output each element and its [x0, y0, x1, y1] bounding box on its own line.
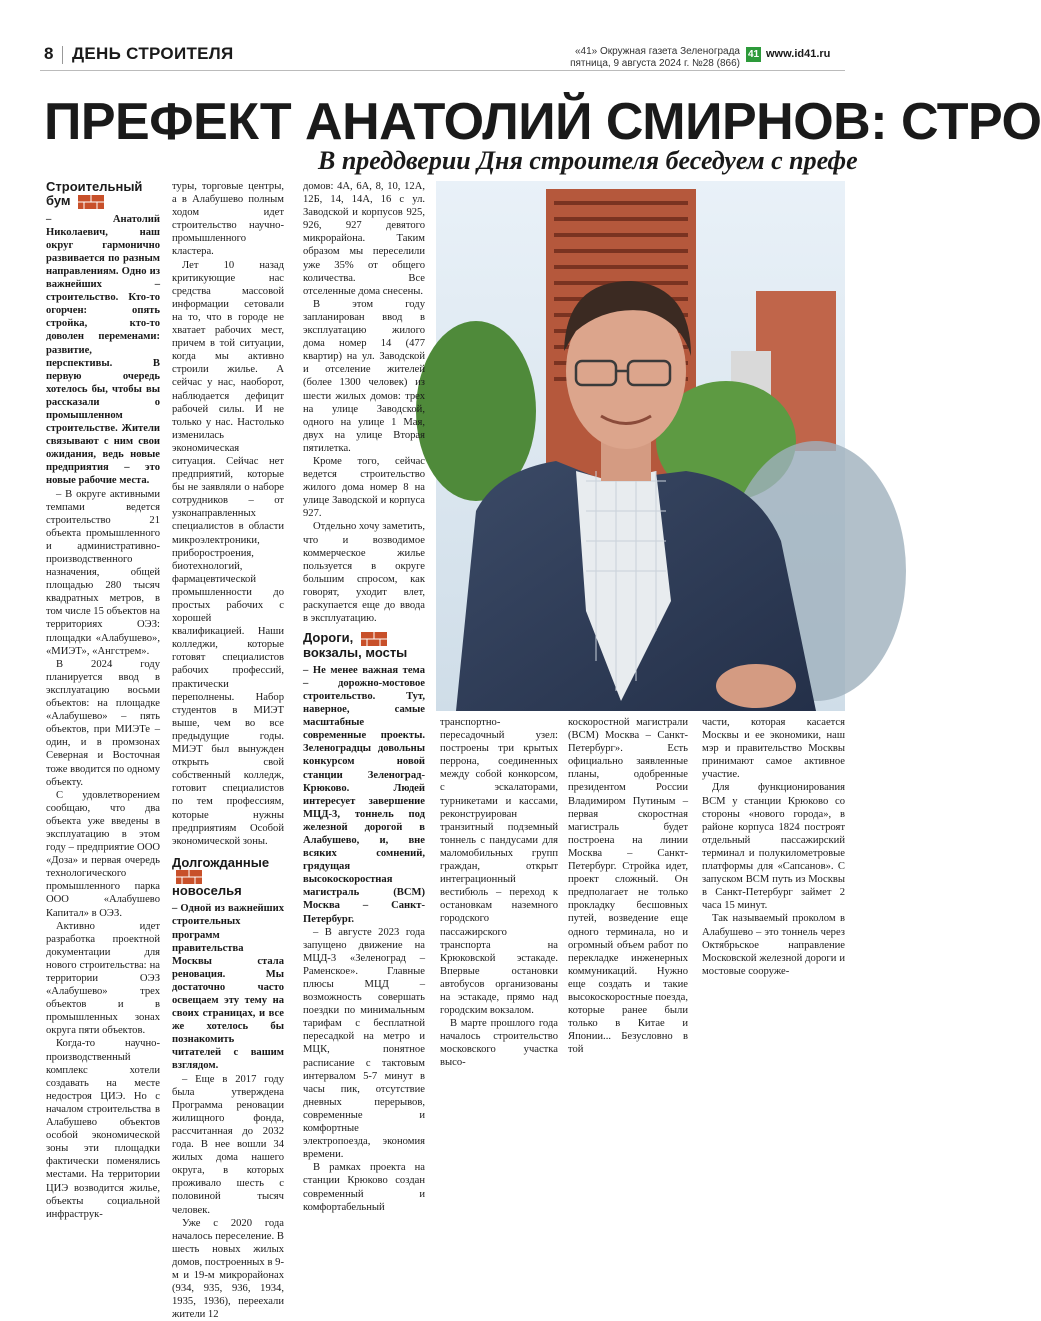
- paragraph: С удовлетворением сообщаю, что два объекта уже введены в эксплуатацию в этом году – предприятие ООО «Доза» и первая очередь технологического промышленного парка ООО «Алабушево Капитал» в ОЭЗ.: [46, 789, 160, 919]
- prefect-photo: [436, 181, 845, 711]
- paragraph: – Еще в 2017 году была утверждена Программа реновации жилищного фонда, рассчитанная до 2032 года. В нее вошли 34 жилых дома нашего округа, в которых проживало шесть с половиной тысяч человек.: [172, 1073, 284, 1216]
- publication-name: «41» Окружная газета Зеленограда: [574, 46, 740, 57]
- paragraph: Отдельно хочу заметить, что и возводимое коммерческое жилье пользуется в округе большим спросом, как говорят, уходит влет, раскупается еще до ввода в эксплуатацию.: [303, 521, 425, 625]
- paragraph: В марте прошлого года началось строительство московского участка высо-: [440, 1018, 558, 1069]
- header-rule: [40, 70, 845, 71]
- headline: ПРЕФЕКТ АНАТОЛИЙ СМИРНОВ: СТРО: [44, 93, 1041, 151]
- paragraph: домов: 4А, 6А, 8, 10, 12А, 12Б, 14, 14А, 16 с ул. Заводской и корпусов 925, 926, 927 девятого микрорайона. Таким образом мы переселили уже 35% от общего количества. Все отселенные дома снесены.: [303, 181, 425, 297]
- rubric-roads-stations-bridges: Дороги, вокзалы, мосты: [303, 630, 408, 660]
- newspaper-logo: 41: [747, 49, 760, 60]
- brick-icon: [78, 195, 104, 209]
- paragraph: транспортно-пересадочный узел: построены три крытых перрона, соединенных между собой конкорсом, с эскалаторами, турникетами и кассами, реконструирован транзитный подземный тоннель с пандусами для маломобильных групп граждан, открыт интеграционный вестибюль – переход к остановкам наземного городского пассажирского транспорта на Крюковской эстакаде. Впервые остановки автобусов организованы на эстакаде, прямо над городским вокзалом.: [440, 717, 558, 1017]
- brick-icon: [361, 632, 387, 646]
- paragraph: Кроме того, сейчас ведется строительство жилого дома номер 8 на улице Заводской и корпуса 927.: [303, 455, 425, 520]
- interview-question: – Не менее важная тема – дорожно-мостовое строительство. Тут, наверное, самые масштабные современные проекты. Зеленоградцы довольны конкурсом новой станции Зеленоград-Крюково. Людей интересует завершение МЦД-3, тоннель под железной дорогой в Алабушево, и, вне всяких сомнений, грядущая высокоскоростная магистраль (ВСМ) Москва – Санкт-Петербург.: [303, 664, 425, 925]
- paragraph: коскоростной магистрали (ВСМ) Москва – Санкт-Петербург». Есть официально заявленные планы, одобренные президентом России Владимиром Путиным – первая скоростная магистраль будет построена на линии Москва – Санкт-Петербург. Стройка идет, проект сложный. Он предполагает не только прокладку бесшовных путей, возведение еще одного терминала, но и огромный объем работ по перекладке инженерных коммуникаций. Нужно еще создать и такие высокоскоростные поезда, которые ранее были только в Китае и Японии... Безусловно в той: [568, 717, 688, 1056]
- brick-icon: [176, 870, 202, 884]
- paragraph: Уже с 2020 года началось переселение. В шесть новых жилых домов, построенных в 9-м и 19-м микрорайонах (934, 935, 936, 1934, 1935, 1936), переехали жители 12: [172, 1217, 284, 1321]
- rubric-construction-boom: Строительный бум: [46, 179, 143, 208]
- paragraph: Для функционирования ВСМ у станции Крюково со стороны «нового города», в районе корпуса 1824 построят отдельный пассажирский терминал и полукилометровые платформы для «Сапсанов». С запуском ВСМ путь из Москвы в Санкт-Петербург займет 2 часа 15 минут.: [702, 782, 845, 912]
- text-column-5: [568, 716, 688, 1056]
- subheadline: В преддверии Дня строителя беседуем с префе: [318, 146, 858, 175]
- paragraph: – В округе активными темпами ведется строительство 21 объекта промышленного и административно-производственного назначения, общей площадью 280 тысяч квадратных метров, в том числе 15 объектов на территориях ОЭЗ: площадки «Алабушево», «МИЭТ», «Ангстрем».: [46, 488, 160, 657]
- paragraph: части, которая касается Москвы и ее экономики, наш мэр и правительство Москвы принимают самое активное участие.: [702, 717, 845, 781]
- interview-question: – Анатолий Николаевич, наш округ гармонично развивается по разным направлениям. Одно из важнейших – строительство. Кто-то огорчен: опять стройка, кто-то доволен переменами: развитие, перспективы. В первую очередь хотелось бы, чтобы вы рассказали о промышленном строительстве. Жители связывают с ним свои ожидания, ведь новые предприятия – это новые рабочие места.: [46, 213, 160, 487]
- interview-question: – Одной из важнейших строительных программ правительства Москвы стала реновация. Мы достаточно часто освещаем эту тему на своих страницах, и все же хотелось бы познакомить читателей с вашим взглядом.: [172, 903, 284, 1072]
- paragraph: Лет 10 назад критикующие нас средства массовой информации сетовали на то, что в городе не хватает рабочих мест, причем в той ситуации, когда мы активно строили жилье. А сейчас у нас, наоборот, наблюдается дефицит рабочей силы. И не только у нас. Настолько изменилась экономическая ситуация. Сейчас нет предприятий, которые бы не заявляли о наборе сотрудников – от узконаправленных специалистов в области микроэлектроники, приборостроения, биотехнологий, фармацевтической промышленности до простых рабочих с хорошей квалификацией. Наши колледжи, которые готовят специалистов рабочих профессий, практически переполнены. Набор студентов в МИЭТ выше, чем во все предыдущие годы. МИЭТ был вынужден открыть свой собственный колледж, готовит специалистов по тем профессиям, которые нужны предприятиям Особой экономической зоны.: [172, 259, 284, 847]
- text-column-1: [46, 179, 160, 1220]
- text-column-4: [440, 716, 558, 1069]
- paragraph: В 2024 году планируется ввод в эксплуатацию восьми объектов: на площадке «Алабушево» – пять объектов, при МИЭТе – один, и в промзонах Северная и Восточная тоже вводится по одному объекту.: [46, 658, 160, 788]
- section-title: ДЕНЬ СТРОИТЕЛЯ: [72, 44, 234, 63]
- paragraph: Когда-то научно-производственный комплекс хотели создавать на месте недостроя ЦИЭ. Но с началом строительства в Алабушево объектов особой экономической зоны эти площадки фактически поменялись местами. На территории ЦИЭ возводится жилье, объекты социальной инфраструк-: [46, 1038, 160, 1220]
- paragraph: туры, торговые центры, а в Алабушево полным ходом идет строительство научно-промышленного кластера.: [172, 181, 284, 258]
- paragraph: Так называемый проколом в Алабушево – это тоннель через Октябрьское направление Московской железной дороги и мостовые сооруже-: [702, 913, 845, 977]
- text-column-3: [303, 180, 425, 1213]
- rubric-long-awaited-housing: Долгожданные новоселья: [172, 854, 270, 899]
- paragraph: – В августе 2023 года запущено движение на МЦД-3 «Зеленоград – Раменское». Главные плюсы МЦД – возможность совершать поездки по минимальным тарифам с бесплатной пересадкой на метро и МЦК, понятное расписание с тактовым интервалом 5-7 минут в часы пик, отсутствие дневных перерывов, современные и комфортные электропоезда, экономия времени.: [303, 926, 425, 1161]
- text-column-2: [172, 180, 284, 1321]
- paragraph: В этом году запланирован ввод в эксплуатацию жилого дома номер 14 (477 квартир) на ул. Заводской и отселение жителей (более 1300 человек) из шести жилых домов: трех на улице Заводской, одного на улице 1 Мая, двух на улице Вторая пятилетка.: [303, 298, 425, 454]
- publication-info: [520, 46, 740, 70]
- text-column-6: [702, 716, 845, 1024]
- page-number: 8: [44, 44, 54, 63]
- header-divider: [62, 46, 63, 64]
- paragraph: Активно идет разработка проектной документации для нового строительства: на территории ОЭЗ «Алабушево» трех объектов и в промышленных зонах округа пяти объектов.: [46, 920, 160, 1037]
- paragraph: В рамках проекта на станции Крюково создан современный и комфортабельный: [303, 1162, 425, 1213]
- issue-date: пятница, 9 августа 2024 г. №28 (866): [570, 58, 740, 69]
- site-url[interactable]: www.id41.ru: [766, 48, 831, 60]
